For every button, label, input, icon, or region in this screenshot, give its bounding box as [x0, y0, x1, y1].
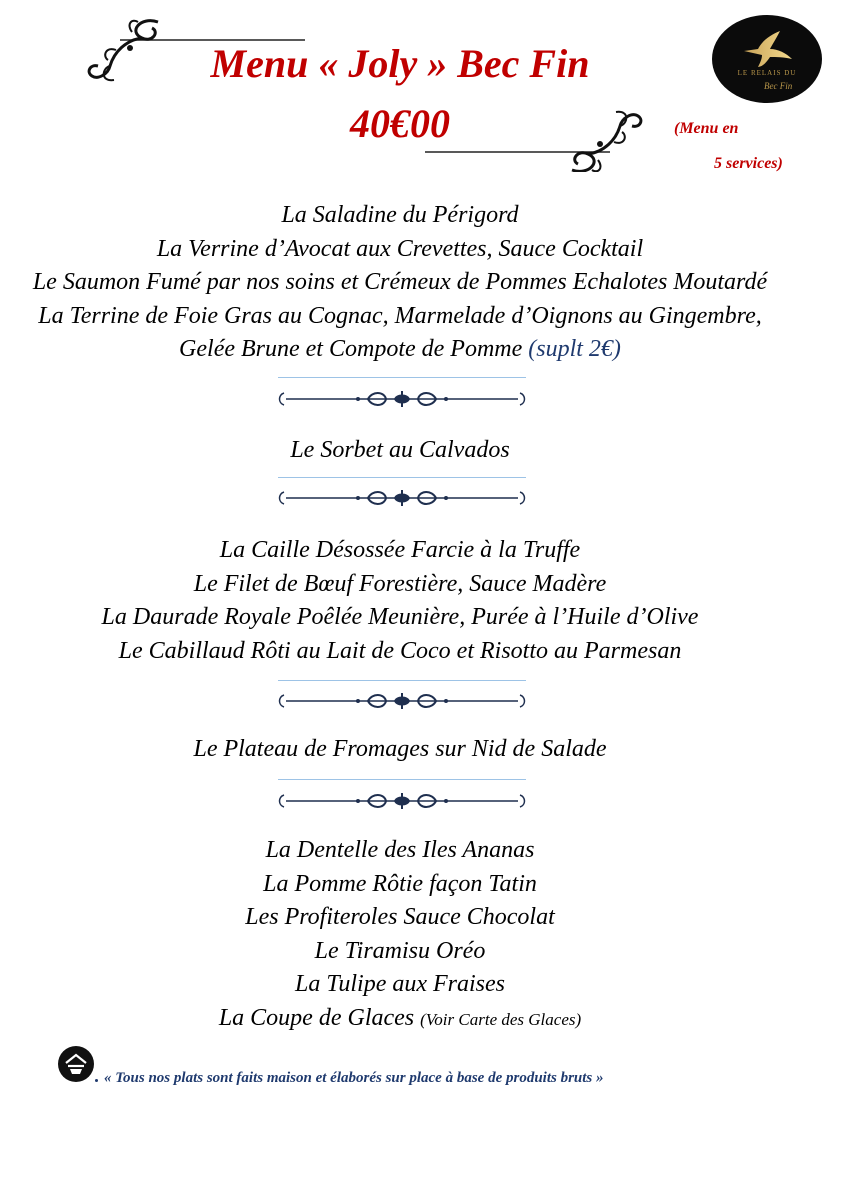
footer-note: « Tous nos plats sont faits maison et élaborés sur place à base de produits bruts » — [104, 1070, 604, 1086]
mains-section — [0, 534, 800, 668]
footer-bullet — [95, 1079, 98, 1082]
logo-text: LE RELAIS DU — [737, 69, 797, 77]
supplement-note: (suplt 2€) — [528, 336, 621, 362]
starter-item: La Saladine du Périgord — [281, 202, 519, 228]
divider-rule — [278, 377, 526, 378]
cheese-item: Le Plateau de Fromages sur Nid de Salade — [193, 736, 607, 762]
dessert-item: Les Profiteroles Sauce Chocolat — [245, 904, 555, 930]
starter-item: La Verrine d’Avocat aux Crevettes, Sauce Cocktail — [156, 235, 644, 262]
ornament-divider — [276, 691, 528, 711]
starter-item-last — [0, 333, 800, 367]
dessert-note: (Voir Carte des Glaces) — [420, 1009, 582, 1029]
dessert-item: La Dentelle des Iles Ananas — [265, 837, 535, 863]
logo-script: Bec Fin — [764, 81, 793, 91]
menu-title: Menu « Joly » Bec Fin — [210, 41, 590, 86]
main-item: Le Filet de Bœuf Forestière, Sauce Madère — [193, 570, 607, 597]
desserts-section — [0, 834, 800, 1036]
main-item: La Daurade Royale Poêlée Meunière, Purée à l’Huile d’Olive — [101, 604, 699, 630]
starter-item: Le Saumon Fumé par nos soins et Crémeux de Pommes Echalotes Moutardé — [32, 269, 768, 295]
sorbet-item: Le Sorbet au Calvados — [290, 437, 510, 463]
main-item: La Caille Désossée Farcie à la Truffe — [219, 537, 581, 563]
restaurant-logo — [712, 15, 822, 103]
dessert-item: Le Tiramisu Oréo — [314, 937, 486, 964]
ornament-divider — [276, 791, 528, 811]
divider-rule — [278, 779, 526, 780]
starters-section — [0, 199, 800, 367]
starter-item-text: Gelée Brune et Compote de Pomme — [179, 336, 523, 362]
ornament-divider — [276, 488, 528, 508]
sorbet-section — [0, 434, 800, 468]
starter-item: La Terrine de Foie Gras au Cognac, Marmelade d’Oignons au Gingembre, — [38, 302, 762, 329]
dessert-item: La Pomme Rôtie façon Tatin — [263, 870, 537, 897]
dessert-item: La Tulipe aux Fraises — [294, 971, 505, 997]
services-note-line1: (Menu en — [674, 120, 739, 137]
dessert-item-last — [0, 1002, 800, 1037]
cheese-section — [0, 733, 800, 767]
hummingbird-icon — [740, 27, 796, 69]
fait-maison-icon — [58, 1046, 94, 1082]
dessert-item-text: La Coupe de Glaces — [218, 1004, 415, 1031]
house-pan-icon — [58, 1046, 94, 1082]
divider-rule — [278, 477, 526, 478]
ornament-divider — [276, 389, 528, 409]
main-item: Le Cabillaud Rôti au Lait de Coco et Risotto au Parmesan — [118, 637, 682, 664]
services-note-line2: 5 services) — [714, 155, 783, 172]
divider-rule — [278, 680, 526, 681]
menu-price: 40€00 — [350, 101, 450, 146]
